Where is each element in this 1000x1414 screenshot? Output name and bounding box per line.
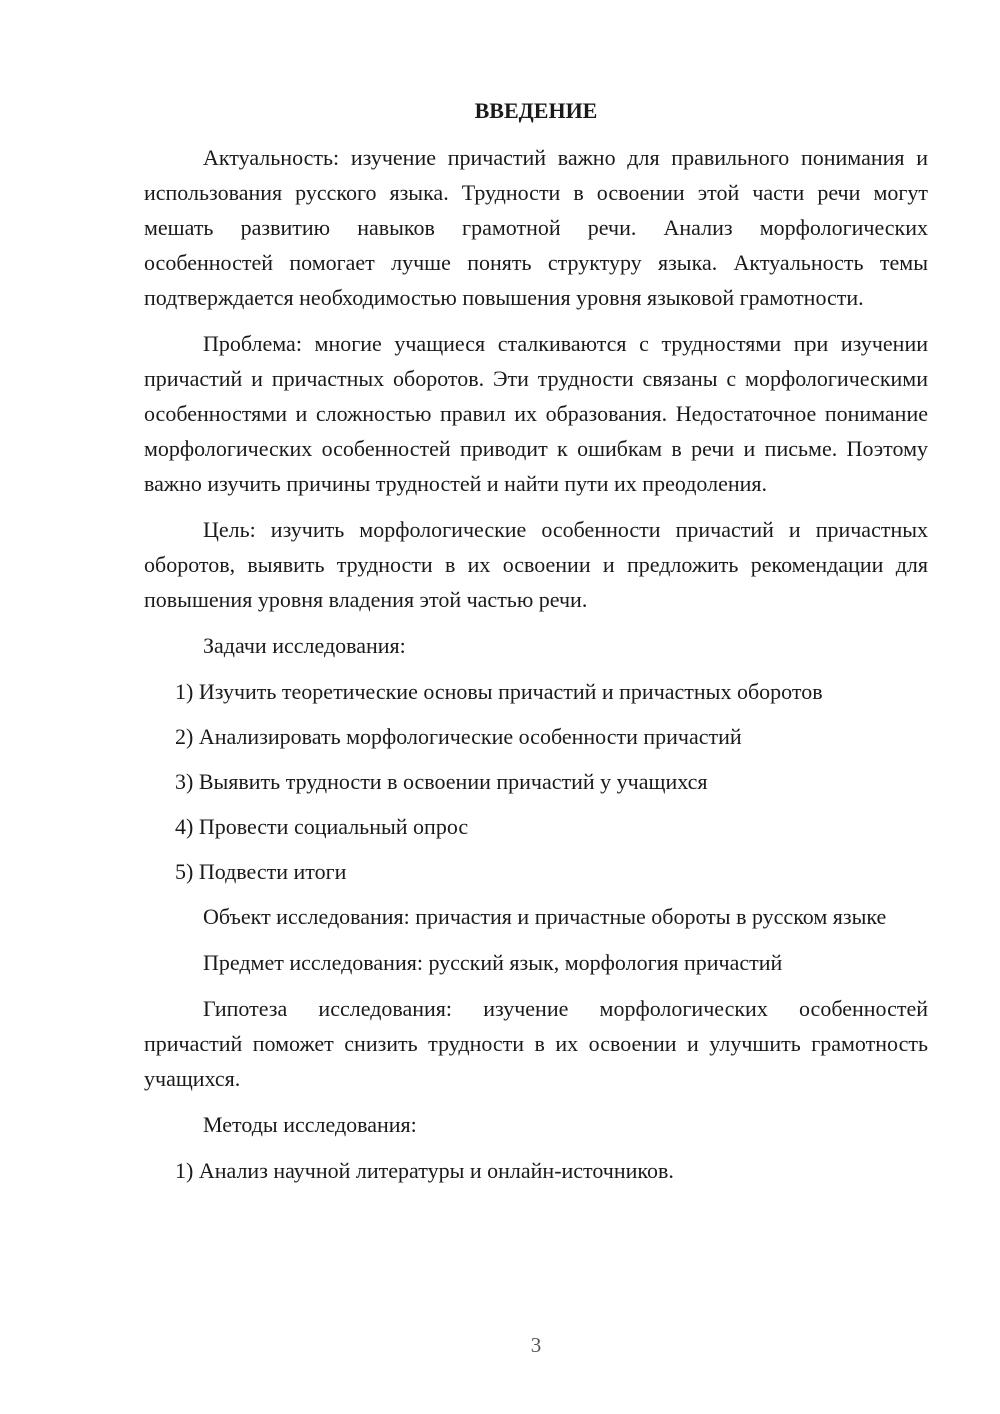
relevance-paragraph: Актуальность: изучение причастий важно для правильного понимания и использования русского языка. Трудности в освоении этой части речи могут мешать развитию навыков грамотной речи. Анализ морфологических особенностей помогает лучше понять структуру языка. Актуальность темы подтверждается необходимостью повышения уровня языковой грамотности. <box>144 145 928 310</box>
methods-heading: Методы исследования: <box>203 1112 417 1137</box>
task-item-5: 5) Подвести итоги <box>175 859 347 884</box>
task-item-1: 1) Изучить теоретические основы причастий и причастных оборотов <box>175 679 823 704</box>
section-title: ВВЕДЕНИЕ <box>474 98 598 123</box>
goal-paragraph: Цель: изучить морфологические особенности причастий и причастных оборотов, выявить трудности в их освоении и предложить рекомендации для повышения уровня владения этой частью речи. <box>144 517 928 612</box>
problem-paragraph: Проблема: многие учащиеся сталкиваются с трудностями при изучении причастий и причастных оборотов. Эти трудности связаны с морфологическими особенностями и сложностью правил их образования. Недостаточное понимание морфологических особенностей приводит к ошибкам в речи и письме. Поэтому важно изучить причины трудностей и найти пути их преодоления. <box>144 331 928 496</box>
task-item-4: 4) Провести социальный опрос <box>175 814 469 839</box>
tasks-heading: Задачи исследования: <box>203 633 406 658</box>
hypothesis-paragraph: Гипотеза исследования: изучение морфологических особенностей причастий поможет снизить трудности в их освоении и улучшить грамотность учащихся. <box>144 996 928 1091</box>
task-item-2: 2) Анализировать морфологические особенности причастий <box>175 724 742 749</box>
object-paragraph: Объект исследования: причастия и причастные обороты в русском языке <box>203 904 887 929</box>
subject-paragraph: Предмет исследования: русский язык, морфология причастий <box>203 950 783 975</box>
method-item-1: 1) Анализ научной литературы и онлайн-источников. <box>175 1158 674 1183</box>
document-body <box>144 96 928 1198</box>
task-item-3: 3) Выявить трудности в освоении причастий у учащихся <box>175 769 708 794</box>
page-number: 3 <box>530 1333 542 1357</box>
